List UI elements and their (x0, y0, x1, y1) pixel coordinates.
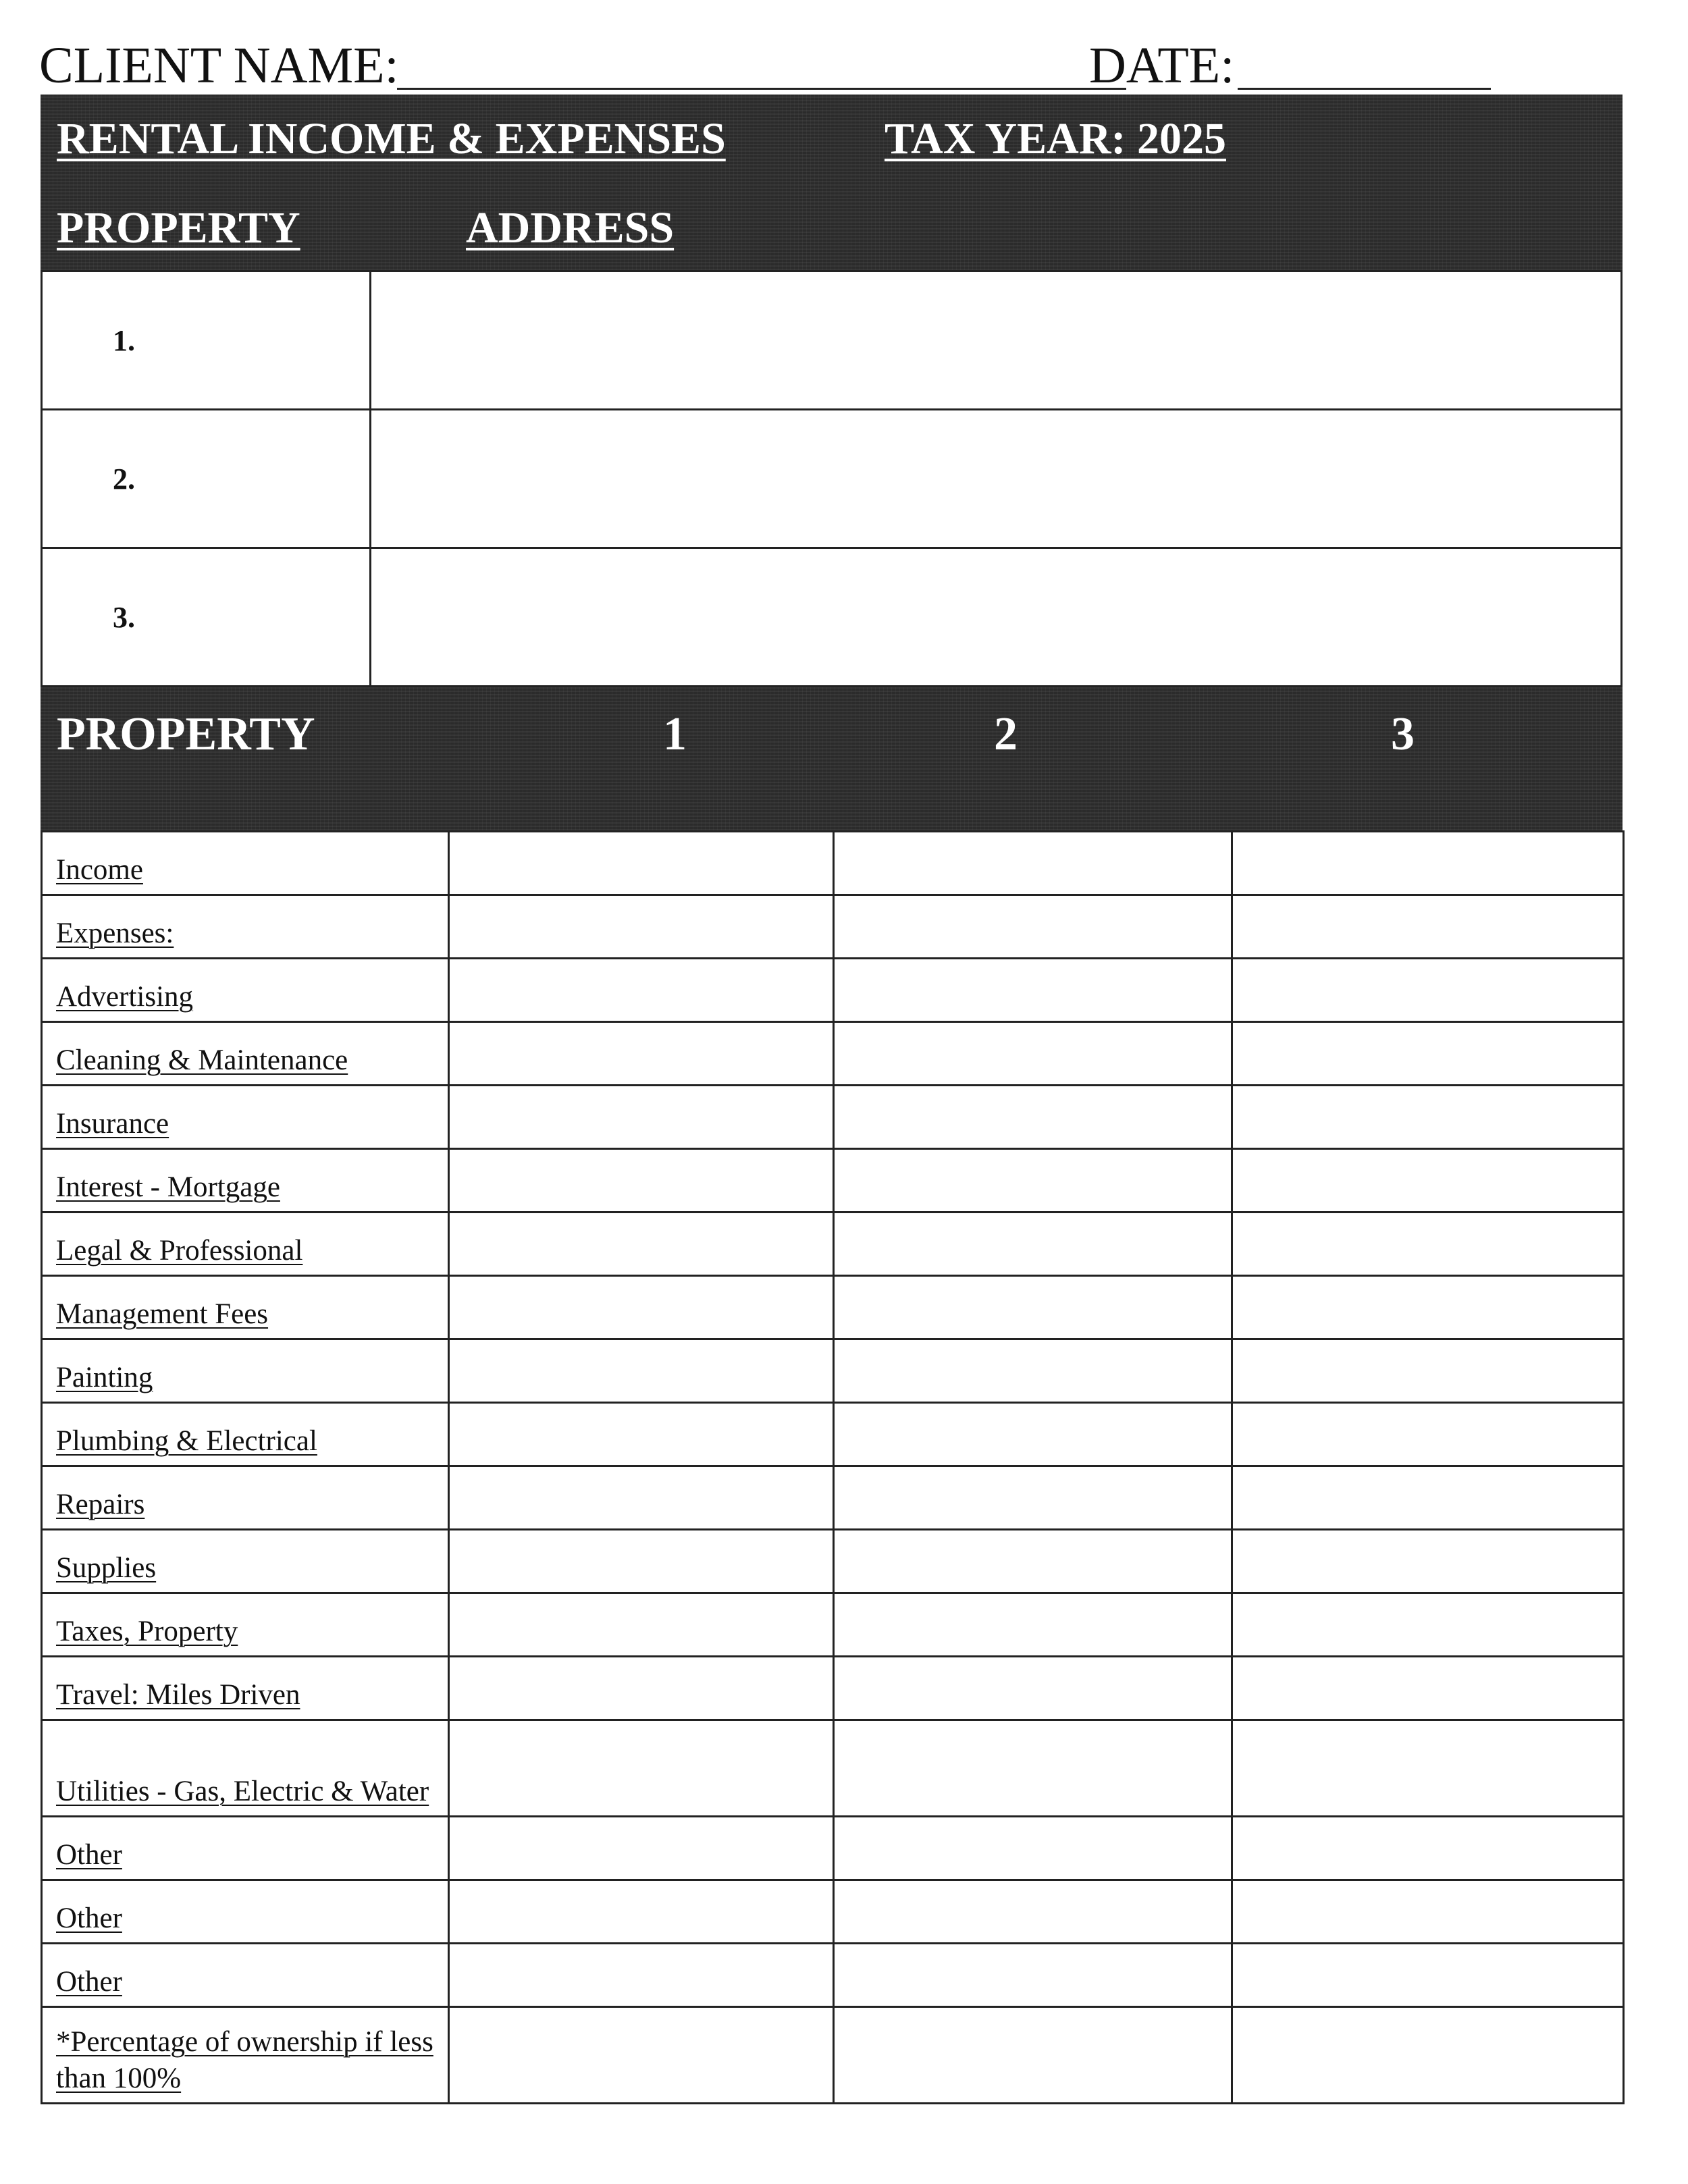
expense-category-text: Management Fees (56, 1298, 269, 1330)
property-2-amount-cell[interactable] (834, 1213, 1232, 1276)
expense-category-text: Repairs (56, 1489, 145, 1520)
client-name-field[interactable] (397, 88, 1126, 90)
rental-form (41, 95, 1623, 2104)
property-3-amount-cell[interactable] (1232, 1276, 1624, 1339)
expense-row (42, 832, 1624, 895)
property-header-label: PROPERTY (57, 708, 315, 760)
property-2-amount-cell[interactable] (834, 1022, 1232, 1086)
property-3-amount-cell[interactable] (1232, 1817, 1624, 1880)
expense-row (42, 2007, 1624, 2104)
date-label: DATE: (1089, 37, 1235, 94)
expense-category-label (42, 1530, 449, 1593)
expense-category-text: Expenses: (56, 917, 174, 949)
property-1-amount-cell[interactable] (449, 1817, 834, 1880)
property-2-amount-cell[interactable] (834, 1339, 1232, 1403)
address-row-number: 3. (42, 548, 371, 687)
expense-category-text: Utilities - Gas, Electric & Water (56, 1776, 429, 1807)
tax-year-label: TAX YEAR: 2025 (885, 114, 1226, 163)
expense-row (42, 1530, 1624, 1593)
property-3-amount-cell[interactable] (1232, 1339, 1624, 1403)
expense-category-label (42, 1593, 449, 1657)
property-2-amount-cell[interactable] (834, 1593, 1232, 1657)
expense-category-label (42, 1466, 449, 1530)
property-1-amount-cell[interactable] (449, 1022, 834, 1086)
expense-row (42, 895, 1624, 959)
expense-category-text: Cleaning & Maintenance (56, 1044, 348, 1076)
property-2-amount-cell[interactable] (834, 1149, 1232, 1213)
property-1-amount-cell[interactable] (449, 1339, 834, 1403)
property-2-amount-cell[interactable] (834, 1086, 1232, 1149)
expense-category-label (42, 1213, 449, 1276)
property-2-amount-cell[interactable] (834, 1817, 1232, 1880)
expense-category-text: Plumbing & Electrical (56, 1425, 317, 1457)
date-field[interactable] (1238, 88, 1491, 90)
expense-category-text: Insurance (56, 1108, 169, 1140)
property-3-amount-cell[interactable] (1232, 1530, 1624, 1593)
property-2-amount-cell[interactable] (834, 1880, 1232, 1944)
property-3-amount-cell[interactable] (1232, 1403, 1624, 1466)
expense-row (42, 1403, 1624, 1466)
expense-row (42, 1022, 1624, 1086)
property-column-1-header: 1 (663, 708, 687, 760)
expense-category-label (42, 1720, 449, 1817)
expense-row (42, 1817, 1624, 1880)
property-2-amount-cell[interactable] (834, 832, 1232, 895)
property-1-amount-cell[interactable] (449, 2007, 834, 2104)
property-3-amount-cell[interactable] (1232, 832, 1624, 895)
property-1-amount-cell[interactable] (449, 1720, 834, 1817)
address-field[interactable] (371, 548, 1622, 687)
expense-row (42, 1944, 1624, 2007)
address-row-number: 2. (42, 410, 371, 548)
expense-row (42, 1276, 1624, 1339)
expense-category-text: Legal & Professional (56, 1235, 303, 1267)
address-row (42, 271, 1622, 410)
expense-category-text: Advertising (56, 981, 194, 1013)
property-2-amount-cell[interactable] (834, 895, 1232, 959)
property-header-band (41, 687, 1623, 830)
expense-category-text: Supplies (56, 1552, 157, 1584)
expense-category-text: Other (56, 1902, 122, 1934)
expense-category-label (42, 1022, 449, 1086)
property-1-amount-cell[interactable] (449, 1944, 834, 2007)
property-1-amount-cell[interactable] (449, 1086, 834, 1149)
property-3-amount-cell[interactable] (1232, 1880, 1624, 1944)
property-3-amount-cell[interactable] (1232, 1149, 1624, 1213)
property-1-amount-cell[interactable] (449, 1276, 834, 1339)
expense-table (41, 830, 1625, 2104)
expense-category-text: Other (56, 1966, 122, 1998)
property-2-amount-cell[interactable] (834, 1403, 1232, 1466)
title-band (41, 95, 1623, 270)
expense-category-label (42, 1403, 449, 1466)
property-3-amount-cell[interactable] (1232, 1466, 1624, 1530)
address-row (42, 548, 1622, 687)
property-3-amount-cell[interactable] (1232, 1944, 1624, 2007)
property-1-amount-cell[interactable] (449, 1466, 834, 1530)
property-3-amount-cell[interactable] (1232, 1213, 1624, 1276)
property-column-3-header: 3 (1391, 708, 1415, 760)
address-field[interactable] (371, 271, 1622, 410)
property-3-amount-cell[interactable] (1232, 1022, 1624, 1086)
property-3-amount-cell[interactable] (1232, 959, 1624, 1022)
property-3-amount-cell[interactable] (1232, 1657, 1624, 1720)
expense-category-label (42, 1657, 449, 1720)
expense-row (42, 959, 1624, 1022)
property-1-amount-cell[interactable] (449, 1213, 834, 1276)
property-2-amount-cell[interactable] (834, 1530, 1232, 1593)
property-1-amount-cell[interactable] (449, 1657, 834, 1720)
expense-row (42, 1466, 1624, 1530)
expense-category-text: Interest - Mortgage (56, 1171, 280, 1203)
property-1-amount-cell[interactable] (449, 1530, 834, 1593)
form-title: RENTAL INCOME & EXPENSES (57, 114, 726, 163)
expense-row (42, 1339, 1624, 1403)
property-1-amount-cell[interactable] (449, 1149, 834, 1213)
expense-category-label (42, 959, 449, 1022)
property-2-amount-cell[interactable] (834, 1720, 1232, 1817)
expense-row (42, 1880, 1624, 1944)
property-1-amount-cell[interactable] (449, 895, 834, 959)
expense-category-label (42, 1086, 449, 1149)
expense-row (42, 1149, 1624, 1213)
expense-category-label (42, 895, 449, 959)
property-2-amount-cell[interactable] (834, 1276, 1232, 1339)
expense-category-text: Other (56, 1839, 122, 1871)
expense-category-label (42, 1880, 449, 1944)
property-column-label: PROPERTY (57, 203, 300, 252)
property-3-amount-cell[interactable] (1232, 1593, 1624, 1657)
expense-category-text: Income (56, 854, 143, 886)
address-field[interactable] (371, 410, 1622, 548)
property-1-amount-cell[interactable] (449, 1593, 834, 1657)
property-3-amount-cell[interactable] (1232, 1086, 1624, 1149)
expense-row (42, 1657, 1624, 1720)
property-3-amount-cell[interactable] (1232, 895, 1624, 959)
property-2-amount-cell[interactable] (834, 1657, 1232, 1720)
expense-category-label (42, 832, 449, 895)
expense-category-label (42, 1339, 449, 1403)
address-column-label: ADDRESS (466, 203, 675, 252)
address-row (42, 410, 1622, 548)
property-1-amount-cell[interactable] (449, 959, 834, 1022)
property-3-amount-cell[interactable] (1232, 2007, 1624, 2104)
property-2-amount-cell[interactable] (834, 1466, 1232, 1530)
expense-category-label (42, 1276, 449, 1339)
expense-category-label (42, 1817, 449, 1880)
property-2-amount-cell[interactable] (834, 959, 1232, 1022)
expense-row (42, 1086, 1624, 1149)
property-1-amount-cell[interactable] (449, 832, 834, 895)
expense-category-text: *Percentage of ownership if less than 100% (56, 2026, 433, 2094)
address-table (41, 270, 1623, 687)
property-2-amount-cell[interactable] (834, 2007, 1232, 2104)
client-date-line (39, 35, 1491, 96)
expense-category-text: Painting (56, 1362, 153, 1393)
expense-category-label (42, 1944, 449, 2007)
expense-category-text: Travel: Miles Driven (56, 1679, 300, 1711)
property-1-amount-cell[interactable] (449, 1880, 834, 1944)
expense-category-text: Taxes, Property (56, 1616, 238, 1647)
property-1-amount-cell[interactable] (449, 1403, 834, 1466)
expense-row (42, 1593, 1624, 1657)
property-column-2-header: 2 (994, 708, 1018, 760)
client-name-label: CLIENT NAME: (39, 37, 399, 94)
expense-category-label (42, 1149, 449, 1213)
expense-category-label (42, 2007, 449, 2104)
address-row-number: 1. (42, 271, 371, 410)
property-2-amount-cell[interactable] (834, 1944, 1232, 2007)
property-3-amount-cell[interactable] (1232, 1720, 1624, 1817)
expense-row (42, 1213, 1624, 1276)
expense-row (42, 1720, 1624, 1817)
